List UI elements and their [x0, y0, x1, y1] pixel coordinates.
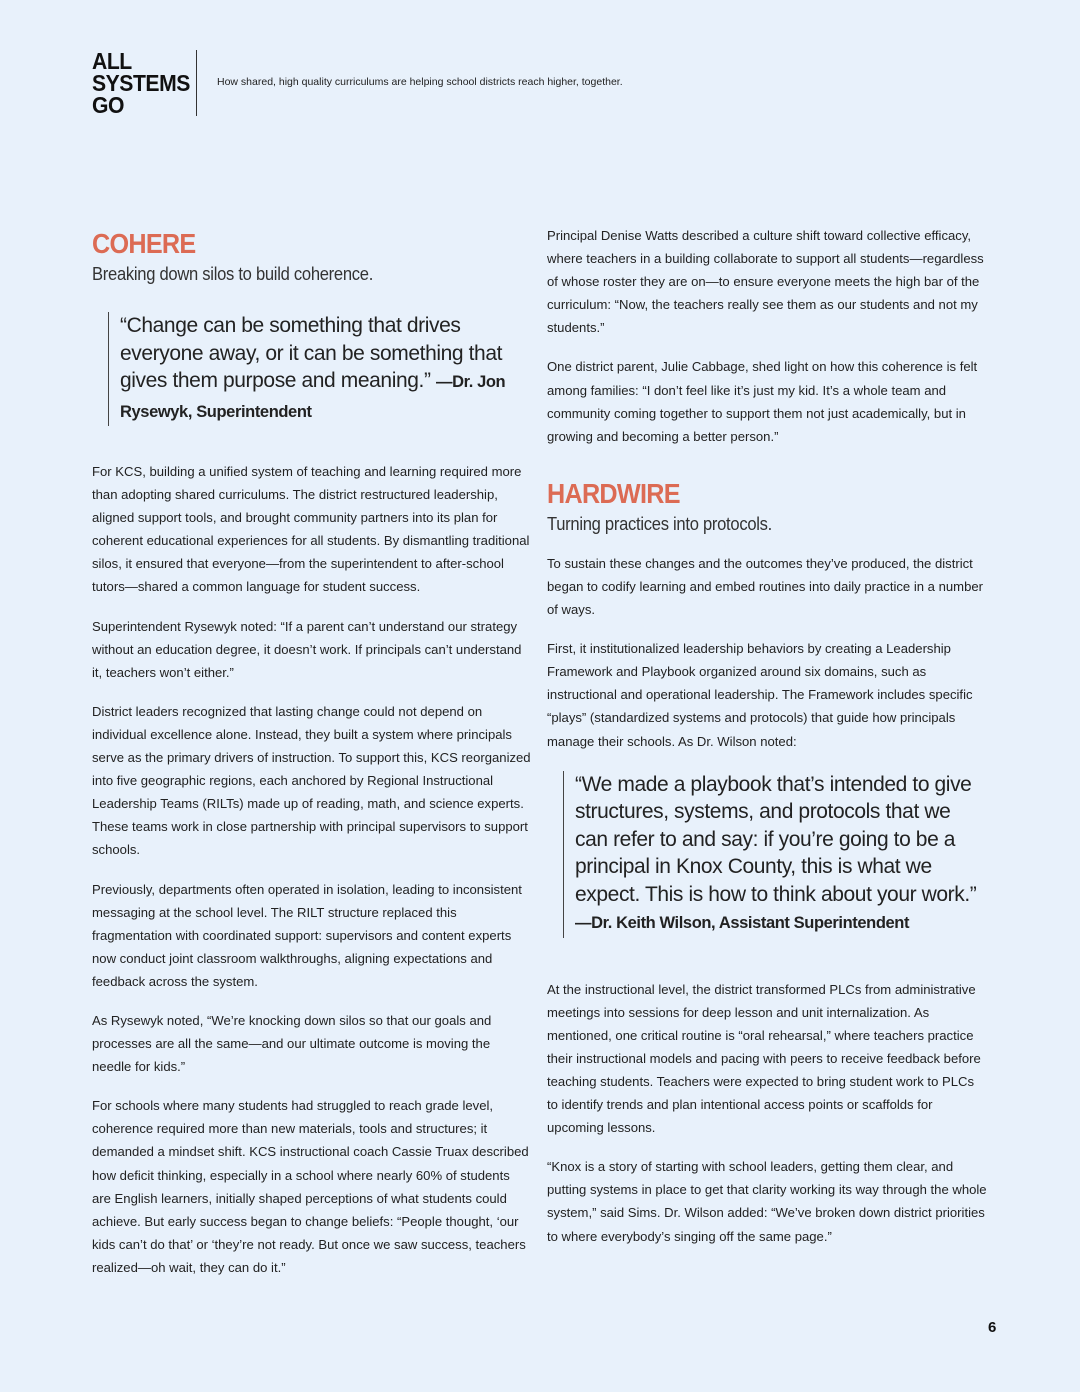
right-column [547, 224, 987, 1264]
body-paragraph: Previously, departments often operated in isolation, leading to inconsistent messaging at the school level. The RILT structure replaced this fragmentation with coordinated support: supervisors and content experts now conduct joint classroom walkthroughs, aligning expectations and feedback across the system. [92, 881, 522, 989]
section-title-hardwire: HARDWIRE [547, 477, 680, 509]
header-divider [196, 50, 197, 116]
page-number: 6 [988, 1319, 997, 1336]
publication-logo [92, 50, 190, 116]
body-paragraph: Principal Denise Watts described a culture shift toward collective efficacy, where teachers in a building collaborate to support all students—regardless of whose roster they are on—to ensure everyone meets the high bar of the curriculum: “Now, the teachers really see them as our students and not my students.” [547, 228, 984, 336]
body-paragraph: Superintendent Rysewyk noted: “If a parent can’t understand our strategy without an education degree, it doesn’t work. If principals can’t understand it, teachers won’t either.” [92, 618, 522, 680]
pull-quote-wilson [563, 771, 987, 938]
section-subtitle-cohere: Breaking down silos to build coherence. [92, 264, 374, 284]
section-title-cohere: COHERE [92, 228, 196, 259]
pull-quote-text: “We made a playbook that’s intended to give structures, systems, and protocols that we can refer to and say: if you’re going to be a principal in Knox County, this is what we expect. This is how to think about your work.” [575, 772, 977, 906]
body-paragraph: First, it institutionalized leadership behaviors by creating a Leadership Framework and Playbook organized around six domains, such as instructional and operational leadership. The Framework includes specific “plays” (standardized systems and protocols) that guide how principals manage their schools. As Dr. Wilson noted: [547, 641, 973, 749]
pull-quote-text: “Change can be something that drives everyone away, or it can be something that gives them purpose and meaning.” [120, 314, 503, 392]
body-paragraph: For schools where many students had struggled to reach grade level, coherence required more than new materials, tools and structures; it demanded a mindset shift. KCS instructional coach Cassie Truax described how deficit thinking, especially in a school where nearly 60% of students are English learners, initially shaped perceptions of what students could achieve. But early success began to change beliefs: “People thought, ‘our kids can’t do that’ or ‘they’re not ready. But once we saw success, teachers realized—oh wait, they can do it.” [92, 1098, 529, 1275]
header-tagline: How shared, high quality curriculums are helping school districts reach higher, together. [217, 76, 623, 88]
body-paragraph: For KCS, building a unified system of teaching and learning required more than adopting shared curriculums. The district restructured leadership, aligned support tools, and brought community partners into its plan for coherent educational experiences for all students. By dismantling traditional silos, it ensured that everyone—from the superintendent to after-school tutors—shared a common language for student success. [92, 464, 530, 595]
body-paragraph: As Rysewyk noted, “We’re knocking down silos so that our goals and processes are all the same—and our ultimate outcome is moving the needle for kids.” [92, 1012, 492, 1075]
body-paragraph: To sustain these changes and the outcomes they’ve produced, the district began to codify learning and embed routines into daily practice in a number of ways. [547, 555, 984, 618]
left-column [92, 226, 532, 1295]
logo-line-1: ALL [92, 48, 132, 74]
body-paragraph: “Knox is a story of starting with school leaders, getting them clear, and putting systems in place to get that clarity working its way through the whole system,” said Sims. Dr. Wilson added: “We’ve broken down district priorities to where everybody’s singing off the same page.” [547, 1159, 987, 1244]
body-paragraph: District leaders recognized that lasting change could not depend on individual excellence alone. Instead, they built a system where principals serve as the primary drivers of instruction. To support this, KCS reorganized into five geographic regions, each anchored by Regional Instructional Leadership Teams (RILTs) made up of reading, math, and science experts. These teams work in close partnership with principal supervisors to support schools. [92, 703, 531, 858]
pull-quote-attribution: —Dr. Jon Rysewyk, Superintendent [120, 373, 506, 421]
pull-quote-attribution: —Dr. Keith Wilson, Assistant Superintendent [575, 914, 910, 933]
body-paragraph: At the instructional level, the district transformed PLCs from administrative meetings into sessions for deep lesson and unit internalization. As mentioned, one critical routine is “oral rehearsal,” where teachers practice their instructional models and pacing with peers to receive feedback before teaching students. Teachers were expected to bring student work to PLCs to identify trends and plan intentional access points or scaffolds for upcoming lessons. [547, 981, 981, 1136]
section-subtitle-hardwire: Turning practices into protocols. [547, 513, 772, 534]
body-paragraph: One district parent, Julie Cabbage, shed light on how this coherence is felt among families: “I don’t feel like it’s just my kid. It’s a whole team and community coming together to support them not just academically, but in growing and becoming a better person.” [547, 359, 978, 444]
logo-line-3: GO [92, 92, 124, 118]
pull-quote-rysewyk [108, 312, 532, 426]
logo-line-2: SYSTEMS [92, 70, 190, 96]
